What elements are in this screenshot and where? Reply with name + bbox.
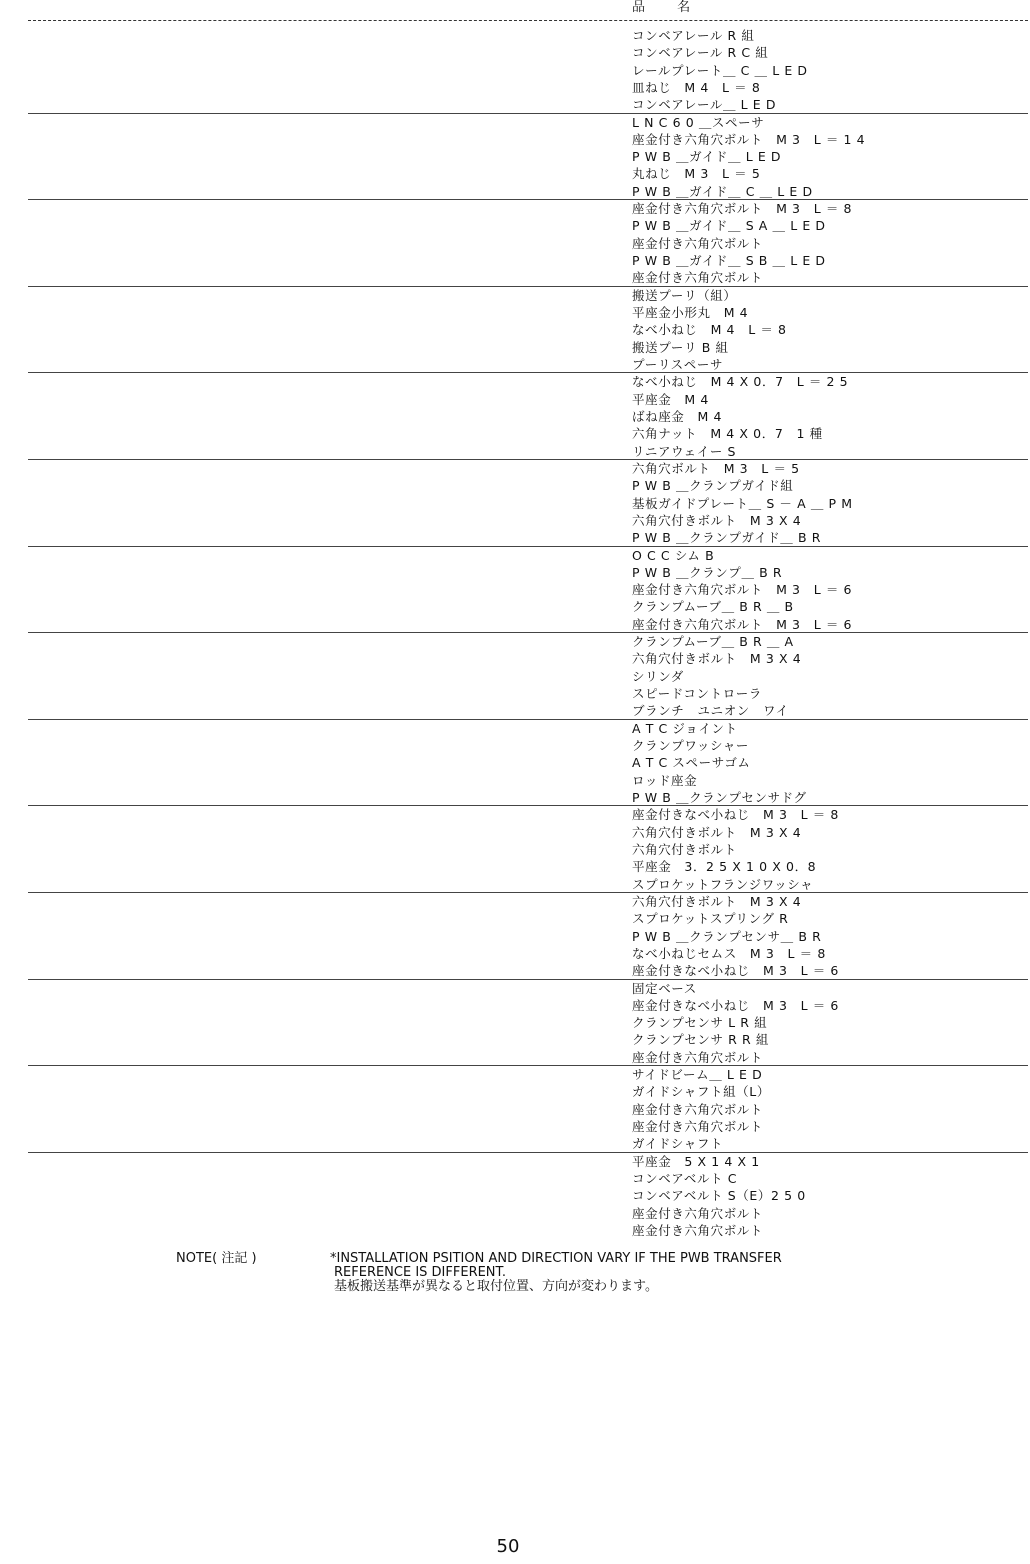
part-name-row: P W B ＿クランプガイド組 (632, 478, 794, 494)
part-name-row: 六角穴付きボルト (632, 841, 737, 857)
part-name-row: クランプセンサ R R 組 (632, 1032, 769, 1048)
part-name-row: 座金付き六角穴ボルト (632, 235, 764, 251)
part-name-row: 座金付き六角穴ボルト (632, 1205, 764, 1221)
part-name-row: コンベアベルト S（E）2 5 0 (632, 1188, 806, 1204)
parts-group (0, 806, 1030, 893)
part-name-row: 座金付き六角穴ボルト M 3 L ＝ 1 4 (632, 131, 866, 147)
part-name-row: 六角穴付きボルト M 3 X 4 (632, 893, 802, 909)
part-name-row: P W B ＿クランプセンサ＿ B R (632, 928, 822, 944)
part-name-row: 六角穴付きボルト M 3 X 4 (632, 512, 802, 528)
part-name-row: なべ小ねじセムス M 3 L ＝ 8 (632, 945, 826, 961)
part-name-row: P W B ＿ガイド＿ S A ＿ L E D (632, 218, 826, 234)
part-name-row: P W B ＿クランプガイド＿ B R (632, 530, 822, 546)
page-number-text: 50 (496, 1536, 520, 1557)
part-name-row: 座金付き六角穴ボルト M 3 L ＝ 6 (632, 582, 853, 598)
note-text-line-2: REFERENCE IS DIFFERENT. (334, 1265, 507, 1280)
note-section (0, 1248, 1030, 1308)
header-dashed-divider (28, 20, 1028, 21)
part-name-row: コンベアレール＿ L E D (632, 97, 777, 113)
part-name-row: 皿ねじ M 4 L ＝ 8 (632, 79, 761, 95)
parts-group (0, 287, 1030, 374)
part-name-row: 六角穴付きボルト M 3 X 4 (632, 824, 802, 840)
part-name-row: P W B ＿クランプセンサドグ (632, 789, 807, 805)
parts-group (0, 547, 1030, 634)
part-name-row: クランプワッシャー (632, 738, 750, 754)
part-name-row: サイドビーム＿ L E D (632, 1067, 763, 1083)
parts-group (0, 460, 1030, 547)
part-name-row: 六角ナット M 4 X 0．7 1 種 (632, 426, 823, 442)
part-name-row: P W B ＿クランプ＿ B R (632, 564, 783, 580)
part-name-row: スプロケットフランジワッシャ (632, 876, 814, 892)
part-name-row: ガイドシャフト組（L） (632, 1084, 770, 1100)
part-name-row: 固定ベース (632, 980, 697, 996)
parts-group (0, 27, 1030, 114)
part-name-row: L N C 6 0 ＿スペーサ (632, 114, 765, 130)
part-name-row: 平座金小形丸 M 4 (632, 305, 749, 321)
part-name-row: 丸ねじ M 3 L ＝ 5 (632, 166, 761, 182)
part-name-row: 座金付き六角穴ボルト (632, 1119, 764, 1135)
note-text-line-1: *INSTALLATION PSITION AND DIRECTION VARY IF THE PWB TRANSFER (330, 1251, 782, 1266)
part-name-row: シリンダ (632, 668, 684, 684)
part-name-row: 平座金 5 X 1 4 X 1 (632, 1153, 760, 1169)
parts-group (0, 114, 1030, 201)
note-label: NOTE( 注記 ) (176, 1251, 257, 1266)
part-name-row: スプロケットスプリング R (632, 911, 789, 927)
part-name-row: P W B ＿ガイド＿ C ＿ L E D (632, 183, 813, 199)
parts-group (0, 200, 1030, 287)
part-name-row: ガイドシャフト (632, 1136, 724, 1152)
part-name-row: 座金付き六角穴ボルト (632, 1101, 764, 1117)
part-name-row: ブランチ ユニオン ワイ (632, 703, 789, 719)
part-name-row: リニアウェイー S (632, 443, 737, 459)
part-name-row: 座金付きなべ小ねじ M 3 L ＝ 6 (632, 997, 839, 1013)
part-name-row: 六角穴ボルト M 3 L ＝ 5 (632, 460, 800, 476)
part-name-row: なべ小ねじ M 4 X 0．7 L ＝ 2 5 (632, 374, 849, 390)
parts-group (0, 373, 1030, 460)
part-name-row: 座金付き六角穴ボルト M 3 L ＝ 8 (632, 201, 853, 217)
part-name-row: コンベアレール R C 組 (632, 45, 769, 61)
part-name-row: 座金付き六角穴ボルト (632, 270, 764, 286)
part-name-row: クランプムーブ＿ B R ＿ A (632, 634, 794, 650)
part-name-row: クランプセンサ L R 組 (632, 1015, 768, 1031)
column-title-part-name: 品 名 (632, 0, 705, 15)
part-name-row: コンベアレール R 組 (632, 28, 755, 43)
parts-group (0, 893, 1030, 980)
part-name-row: 平座金 3．2 5 X 1 0 X 0．8 (632, 859, 817, 875)
part-name-row: P W B ＿ガイド＿ L E D (632, 149, 782, 165)
part-name-row: 六角穴付きボルト M 3 X 4 (632, 651, 802, 667)
part-name-row: 座金付きなべ小ねじ M 3 L ＝ 6 (632, 963, 839, 979)
part-name-row: ばね座金 M 4 (632, 408, 723, 424)
part-name-row: O C C シム B (632, 547, 715, 563)
parts-list-header (0, 0, 1030, 22)
part-name-row: ロッド座金 (632, 772, 698, 788)
part-name-row: レールプレート＿ C ＿ L E D (632, 62, 808, 78)
parts-list (0, 27, 1030, 1239)
part-name-row: プーリスペーサ (632, 356, 724, 372)
part-name-row: スピードコントローラ (632, 686, 763, 702)
parts-group (0, 980, 1030, 1067)
part-name-row: 座金付き六角穴ボルト (632, 1222, 764, 1238)
part-name-row: なべ小ねじ M 4 L ＝ 8 (632, 322, 787, 338)
part-name-row: コンベアベルト C (632, 1171, 738, 1187)
part-name-row: 搬送プーリ（組） (632, 287, 737, 303)
parts-group (0, 633, 1030, 720)
part-name-row: P W B ＿ガイド＿ S B ＿ L E D (632, 253, 826, 269)
parts-group (0, 1066, 1030, 1153)
part-name-row: A T C ジョイント (632, 720, 738, 736)
part-name-row: A T C スペーサゴム (632, 755, 751, 771)
parts-group (0, 1153, 1030, 1240)
part-name-row: 基板ガイドプレート＿ S － A ＿ P M (632, 495, 853, 511)
parts-group (0, 720, 1030, 807)
part-name-row: 平座金 M 4 (632, 391, 709, 407)
part-name-row: 座金付きなべ小ねじ M 3 L ＝ 8 (632, 807, 839, 823)
part-name-row: 搬送プーリ B 組 (632, 339, 729, 355)
page-number (0, 1536, 1030, 1558)
part-name-row: 座金付き六角穴ボルト M 3 L ＝ 6 (632, 616, 853, 632)
part-name-row: クランプムーブ＿ B R ＿ B (632, 599, 794, 615)
note-text-line-3: 基板搬送基準が異なると取付位置、方向が変わります。 (334, 1279, 658, 1294)
part-name-row: 座金付き六角穴ボルト (632, 1049, 764, 1065)
